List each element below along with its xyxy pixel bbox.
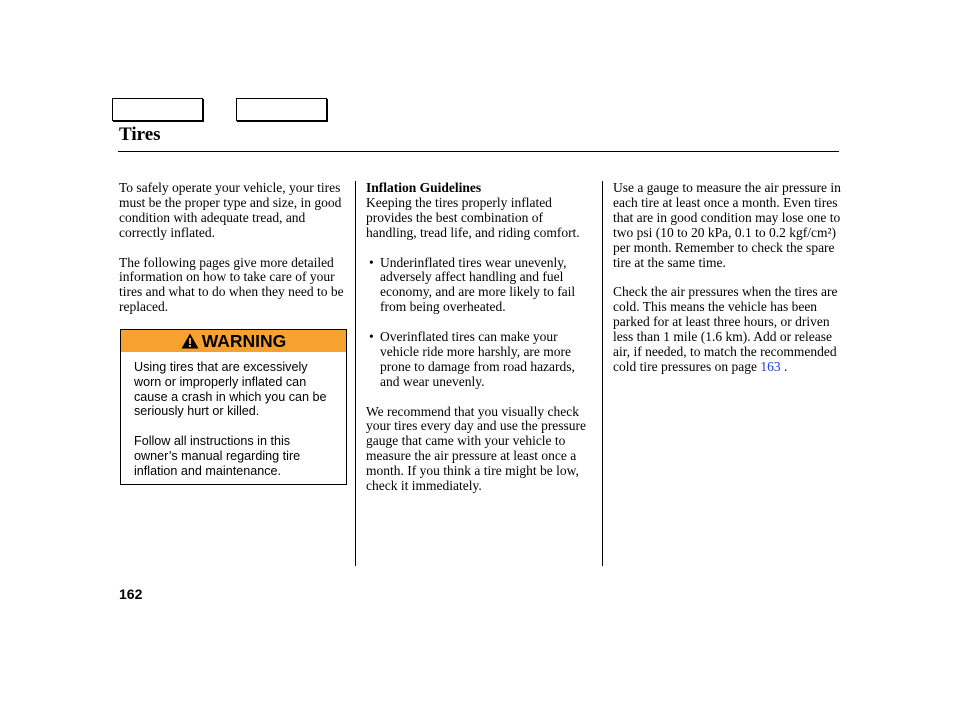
page-link[interactable]: 163 bbox=[760, 358, 781, 374]
warning-body bbox=[121, 352, 346, 478]
cold-check-text: Check the air pressures when the tires are cold. This means the vehicle has been parked for at least three hours, or driven less than 1 mile (1.6 km). Add or release air, if needed, to match the recommended cold tire pressures on page bbox=[613, 284, 838, 374]
gauge-paragraph: Use a gauge to measure the air pressure in each tire at least once a month. Even tires that are in good condition may lose one to two psi (10 to 20 kPa, 0.1 to 0.2 kgf/cm²) per month. Remember to check the spare tire at the same time. bbox=[613, 180, 841, 270]
cold-check-end: . bbox=[780, 358, 788, 374]
warning-header bbox=[121, 330, 346, 352]
page-number: 162 bbox=[119, 586, 143, 602]
title-divider bbox=[118, 151, 839, 152]
intro-paragraph: To safely operate your vehicle, your tires must be the proper type and size, in good condition with adequate tread, and correctly inflated. bbox=[119, 180, 342, 240]
bullet-text: Overinflated tires can make your vehicle ride more harshly, are more prone to damage from road hazards, and wear unevenly. bbox=[380, 329, 575, 389]
cold-check-paragraph bbox=[613, 285, 843, 374]
column-2 bbox=[366, 181, 594, 509]
info-paragraph: The following pages give more detailed information on how to take care of your tires and what to do when they need to be replaced. bbox=[119, 254, 344, 315]
warning-label: WARNING bbox=[201, 330, 287, 351]
inflation-intro: Keeping the tires properly inflated provides the best combination of handling, tread life, and riding comfort. bbox=[366, 194, 580, 240]
bullet-icon: • bbox=[369, 254, 374, 270]
warning-box bbox=[120, 329, 347, 485]
recommendation-paragraph: We recommend that you visually check your tires every day and use the pressure gauge that came with your vehicle to measure the air pressure at least once a month. If you think a tire might be low, check it immediately. bbox=[366, 403, 587, 494]
column-1 bbox=[119, 181, 347, 330]
warning-text-1: Using tires that are excessively worn or improperly inflated can cause a crash in which you can be seriously hurt or killed. bbox=[134, 360, 327, 419]
column-divider-1 bbox=[355, 181, 356, 566]
list-item bbox=[366, 330, 594, 390]
page-title: Tires bbox=[119, 124, 161, 145]
warning-triangle-icon bbox=[181, 333, 199, 349]
bullet-list bbox=[366, 256, 594, 390]
nav-button-next[interactable] bbox=[236, 98, 327, 121]
column-3 bbox=[613, 181, 843, 390]
column-divider-2 bbox=[602, 181, 603, 566]
warning-text-2: Follow all instructions in this owner’s manual regarding tire inflation and maintenance. bbox=[134, 433, 301, 478]
section-heading: Inflation Guidelines bbox=[366, 180, 482, 195]
bullet-text: Underinflated tires wear unevenly, adversely affect handling and fuel economy, and are more likely to fail from being overheated. bbox=[380, 254, 576, 315]
bullet-icon: • bbox=[369, 329, 374, 345]
nav-button-previous[interactable] bbox=[112, 98, 203, 121]
list-item bbox=[366, 256, 594, 316]
